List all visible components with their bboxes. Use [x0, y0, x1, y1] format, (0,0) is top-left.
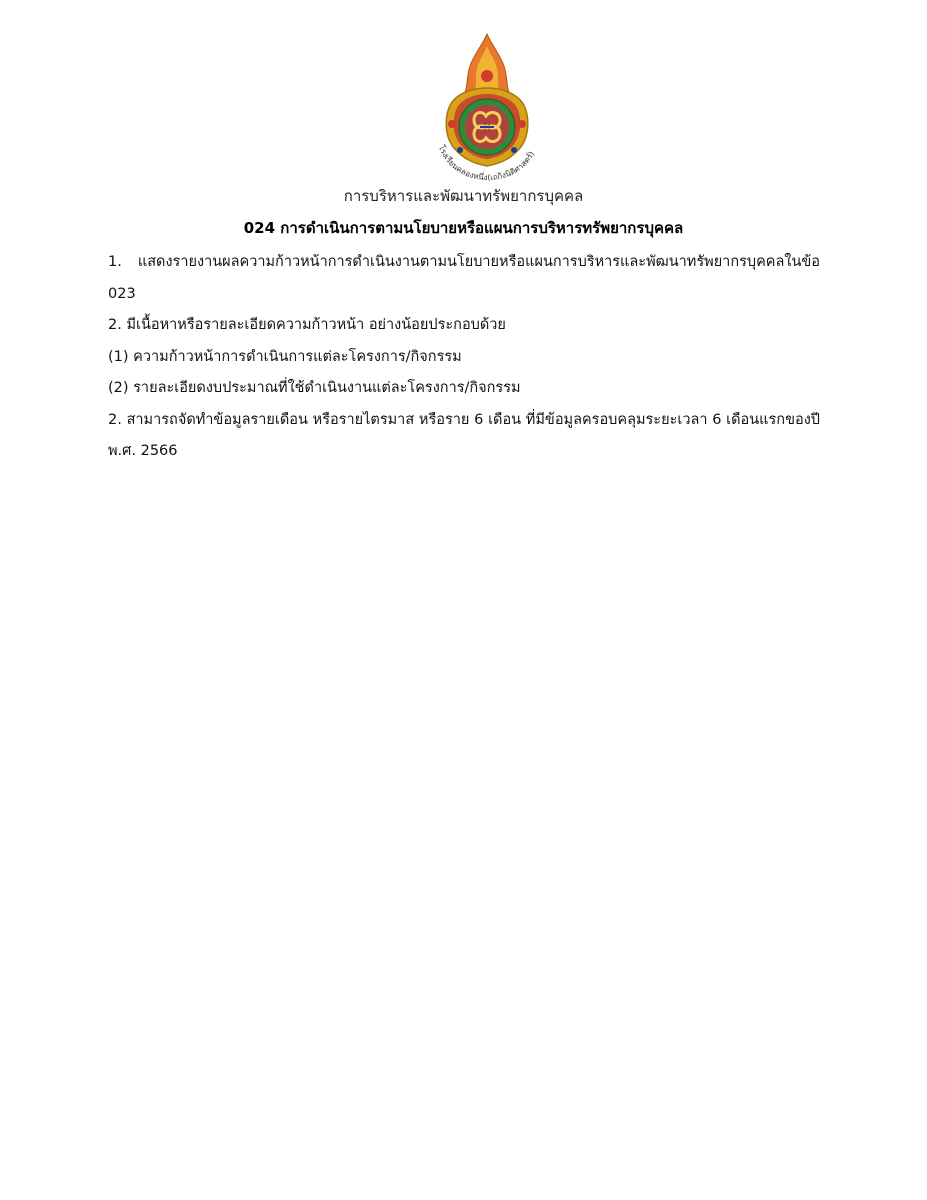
list-item: 2. สามารถจัดทำข้อมูลรายเดือน หรือรายไตรมาส หรือราย 6 เดือน ที่มีข้อมูลครอบคลุมระยะเวลา 6 เดือนแรกของปี พ.ศ. 2566 — [108, 411, 820, 459]
school-emblem — [430, 32, 545, 182]
document-heading: 024 การดำเนินการตามนโยบายหรือแผนการบริหารทรัพยากรบุคคล — [243, 219, 684, 237]
document-body — [108, 247, 820, 468]
list-item: (1) ความก้าวหน้าการดำเนินการแต่ละโครงการ/กิจกรรม — [108, 348, 462, 365]
svg-text:โรงเรียนคลองหนึ่ง(เถกิงนิติศาส: โรงเรียนคลองหนึ่ง(เถกิงนิติศาสตร์) — [436, 143, 537, 182]
list-item: 2. มีเนื้อหาหรือรายละเอียดความก้าวหน้า อย่างน้อยประกอบด้วย — [108, 317, 506, 333]
list-item: (2) รายละเอียดงบประมาณที่ใช้ดำเนินงานแต่ละโครงการ/กิจกรรม — [108, 380, 521, 396]
section-title: การบริหารและพัฒนาทรัพยากรบุคคล — [343, 187, 584, 205]
school-emblem-icon — [430, 32, 545, 182]
list-item: 1. แสดงรายงานผลความก้าวหน้าการดำเนินงานตามนโยบายหรือแผนการบริหารและพัฒนาทรัพยากรบุคคลในข้อ 023 — [108, 254, 820, 302]
